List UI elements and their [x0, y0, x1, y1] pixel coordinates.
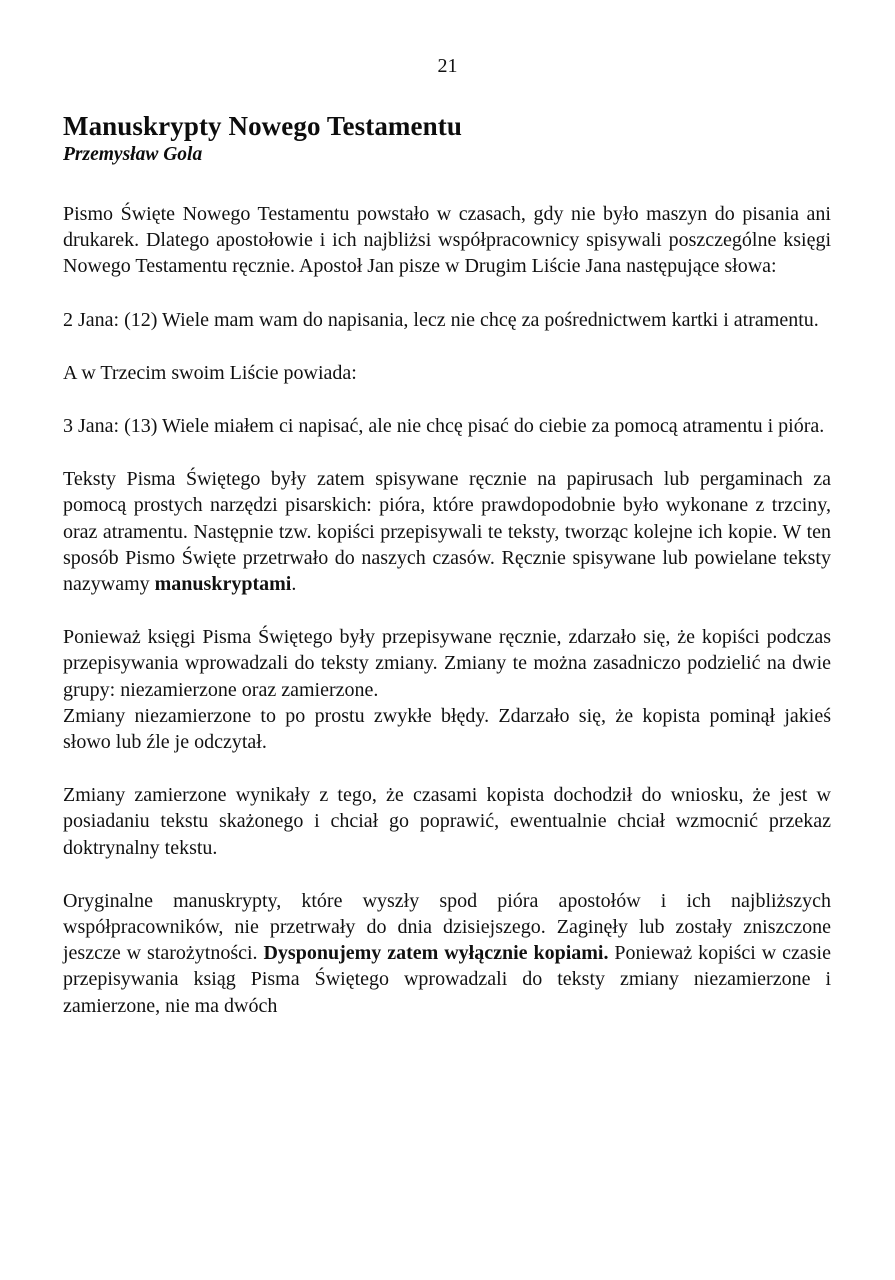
spacer: [63, 333, 831, 360]
paragraph-transition: A w Trzecim swoim Liście powiada:: [63, 361, 357, 384]
paragraph-unintended-changes: Zmiany niezamierzone to po prostu zwykłe błędy. Zdarzało się, że kopista pominął jakieś słowo lub źle je odczytał.: [63, 704, 831, 754]
paragraph-originals-tail: Ponieważ kopiści w czasie przepisywania ksiąg Pisma Świętego wprowadzali do teksty zmiany niezamierzone i zamierzone, nie ma dwóch: [63, 942, 831, 1017]
document-content: [63, 110, 831, 1019]
spacer: [63, 167, 831, 201]
spacer: [63, 280, 831, 307]
paragraph-originals-text: Oryginalne manuskrypty, które wyszły spod pióra apostołów i ich najbliższych współpracowników, nie przetrwały do dnia dzisiejszego. Zaginęły lub zostały zniszczone jeszcze w starożytności.: [63, 889, 831, 965]
scripture-quote-3-john: 3 Jana: (13) Wiele miałem ci napisać, ale nie chcę pisać do ciebie za pomocą atramentu i pióra.: [63, 415, 825, 438]
emphasis-only-copies: Dysponujemy zatem wyłącznie kopiami.: [263, 942, 609, 965]
page-title: Manuskrypty Nowego Testamentu: [63, 111, 462, 141]
page-number: 21: [437, 55, 458, 77]
paragraph-originals-lost: [63, 888, 831, 1019]
spacer: [63, 386, 831, 413]
paragraph-intended-changes: Zmiany zamierzone wynikały z tego, że czasami kopista dochodził do wniosku, że jest w posiadaniu tekstu skażonego i chciał go poprawić, ewentualnie chciał wzmocnić przekaz doktrynalny tekstu.: [63, 784, 831, 859]
spacer: [63, 597, 831, 624]
paragraph-changes-intro: Ponieważ księgi Pisma Świętego były przepisywane ręcznie, zdarzało się, że kopiści podczas przepisywania wprowadzali do teksty zmiany. Zmiany te można zasadniczo podzielić na dwie grupy: niezamierzone oraz zamierzone.: [63, 626, 831, 701]
spacer: [63, 861, 831, 888]
paragraph-manuscripts-tail: .: [291, 573, 297, 596]
spacer: [63, 755, 831, 782]
scripture-quote-2-john: 2 Jana: (12) Wiele mam wam do napisania, lecz nie chcę za pośrednictwem kartki i atramentu.: [63, 308, 819, 331]
paragraph-intro: Pismo Święte Nowego Testamentu powstało w czasach, gdy nie było maszyn do pisania ani drukarek. Dlatego apostołowie i ich najbliżsi współpracownicy spisywali poszczególne księgi Nowego Testamentu ręcznie. Apostoł Jan pisze w Drugim Liście Jana następujące słowa:: [63, 203, 831, 278]
author-byline: Przemysław Gola: [63, 144, 203, 165]
paragraph-manuscripts-text: Teksty Pisma Świętego były zatem spisywane ręcznie na papirusach lub pergaminach za pomocą prostych narzędzi pisarskich: pióra, które prawdopodobnie było wykonane z trzciny, oraz atramentu. Następnie tzw. kopiści przepisywali te teksty, tworząc kolejne ich kopie. W ten sposób Pismo Święte przetrwało do naszych czasów. Ręcznie spisywane lub powielane teksty nazywamy: [63, 468, 831, 596]
spacer: [63, 439, 831, 466]
paragraph-manuscripts: [63, 466, 831, 597]
term-manuskryptami: manuskryptami: [154, 573, 292, 596]
